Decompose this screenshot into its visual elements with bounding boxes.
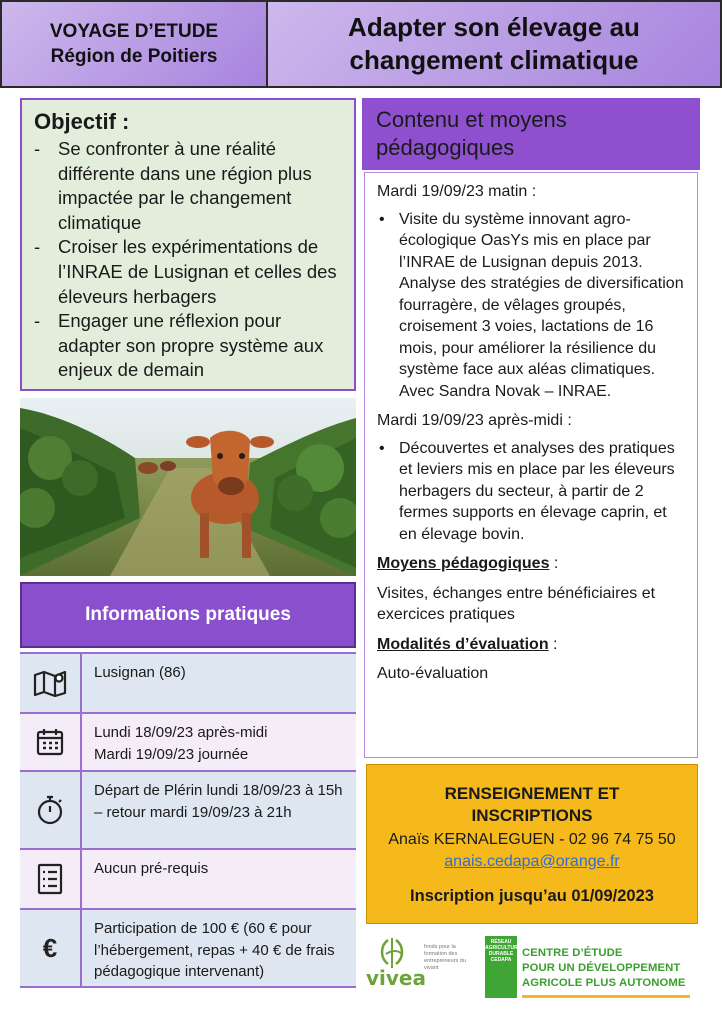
info-location-text: Lusignan (86): [94, 664, 186, 681]
stopwatch-icon: [20, 772, 82, 848]
map-icon: [20, 654, 82, 712]
rens-title-line1: RENSEIGNEMENT ET: [444, 784, 620, 803]
calendar-icon: [20, 714, 82, 770]
rens-email-link[interactable]: anais.cedapa@orange.fr: [444, 853, 620, 870]
contenu-title-line1: Contenu et moyens: [376, 107, 567, 132]
infos-title-text: Informations pratiques: [85, 604, 291, 625]
session1-list: [377, 209, 687, 403]
objectif-item: - Engager une réflexion pour adapter son propre système aux enjeux de demain: [34, 309, 342, 383]
rens-title-line2: INSCRIPTIONS: [471, 806, 593, 825]
moyens-label: Moyens pédagogiques: [377, 555, 550, 572]
info-price-text: Participation de 100 € (60 € pour l’hébergement, repas + 40 € de frais pédagogique intervenant): [94, 920, 335, 980]
info-row-dates: [20, 714, 356, 772]
eval-colon: :: [548, 635, 558, 653]
objectif-item: - Se confronter à une réalité différente dans une région plus impactée par le changement climatique: [34, 137, 342, 235]
infos-title: [20, 582, 356, 648]
cedapa-line1: CENTRE D’ÉTUDE: [522, 947, 623, 959]
page-title-line2: changement climatique: [349, 45, 639, 75]
header-voyage-line2: Région de Poitiers: [50, 46, 218, 67]
info-row-schedule: [20, 772, 356, 850]
cedapa-underline: [522, 995, 690, 998]
page-title-line1: Adapter son élevage au: [348, 12, 640, 42]
rens-deadline: Inscription jusqu’au 01/09/2023: [410, 887, 654, 905]
header-voyage: [0, 0, 268, 88]
header-title: [268, 0, 722, 88]
info-row-price: [20, 910, 356, 988]
objectif-box: [20, 98, 356, 391]
eval-label: Modalités d’évaluation: [377, 635, 549, 653]
info-prereq-text: Aucun pré-requis: [94, 860, 209, 877]
contenu-box: [364, 172, 698, 758]
eval-text: Auto-évaluation: [377, 665, 489, 682]
checklist-icon: [20, 850, 82, 908]
moyens-text: Visites, échanges entre bénéficiaires et exercices pratiques: [377, 584, 656, 623]
session2-label: Mardi 19/09/23 après-midi :: [377, 412, 572, 429]
info-dates-text: [82, 714, 356, 770]
session1-label: Mardi 19/09/23 matin :: [377, 183, 537, 200]
session2-item: • Découvertes et analyses des pratiques et leviers mis en place par les éleveurs herbagers du secteur, à partir de 2 fermes supports en élevage caprin, et en élevage bovin.: [377, 438, 687, 546]
rens-contact: Anaïs KERNALEGUEN - 02 96 74 75 50: [388, 831, 676, 848]
cedapa-line3: AGRICOLE PLUS AUTONOME: [522, 977, 686, 989]
cedapa-badge: RÉSEAU AGRICULTURE DURABLE CEDAPA: [485, 936, 517, 998]
cow-photo: [20, 398, 356, 576]
moyens-colon: :: [549, 555, 559, 572]
info-date-line: Lundi 18/09/23 après-midi: [94, 724, 268, 741]
cedapa-logo-text: [522, 946, 697, 991]
info-schedule-text: Départ de Plérin lundi 18/09/23 à 15h – retour mardi 19/09/23 à 21h: [94, 782, 343, 821]
session2-list: [377, 438, 687, 546]
euro-icon: €: [20, 910, 82, 986]
objectif-title: Objectif :: [34, 109, 130, 134]
contenu-title: [362, 98, 700, 170]
info-date-line: Mardi 19/09/23 journée: [94, 745, 249, 763]
renseignement-box: [366, 764, 698, 924]
objectif-list: [34, 137, 342, 383]
vivea-logo: [366, 934, 476, 994]
info-row-prereq: [20, 850, 356, 910]
session1-item: • Visite du système innovant agro-écologique OasYs mis en place par l’INRAE de Lusignan depuis 2013. Analyse des stratégies de diversification fourragère, de vêlages groupés, croisement 3 voies, lactations de 16 mois, pour améliorer la résilience du système face aux aléas climatiques. Avec Sandra Novak – INRAE.: [377, 209, 687, 403]
vivea-tagline: fonds pour la formation des entrepreneurs du vivant: [424, 944, 466, 971]
eval-heading: [377, 634, 687, 656]
moyens-heading: [377, 553, 687, 575]
cedapa-line2: POUR UN DÉVELOPPEMENT: [522, 962, 681, 974]
header-voyage-line1: VOYAGE D’ETUDE: [49, 21, 219, 42]
vivea-name: vivea: [366, 966, 426, 990]
contenu-title-line2: pédagogiques: [376, 135, 515, 160]
info-row-location: [20, 652, 356, 714]
objectif-item: - Croiser les expérimentations de l’INRAE de Lusignan et celles des éleveurs herbagers: [34, 235, 342, 309]
